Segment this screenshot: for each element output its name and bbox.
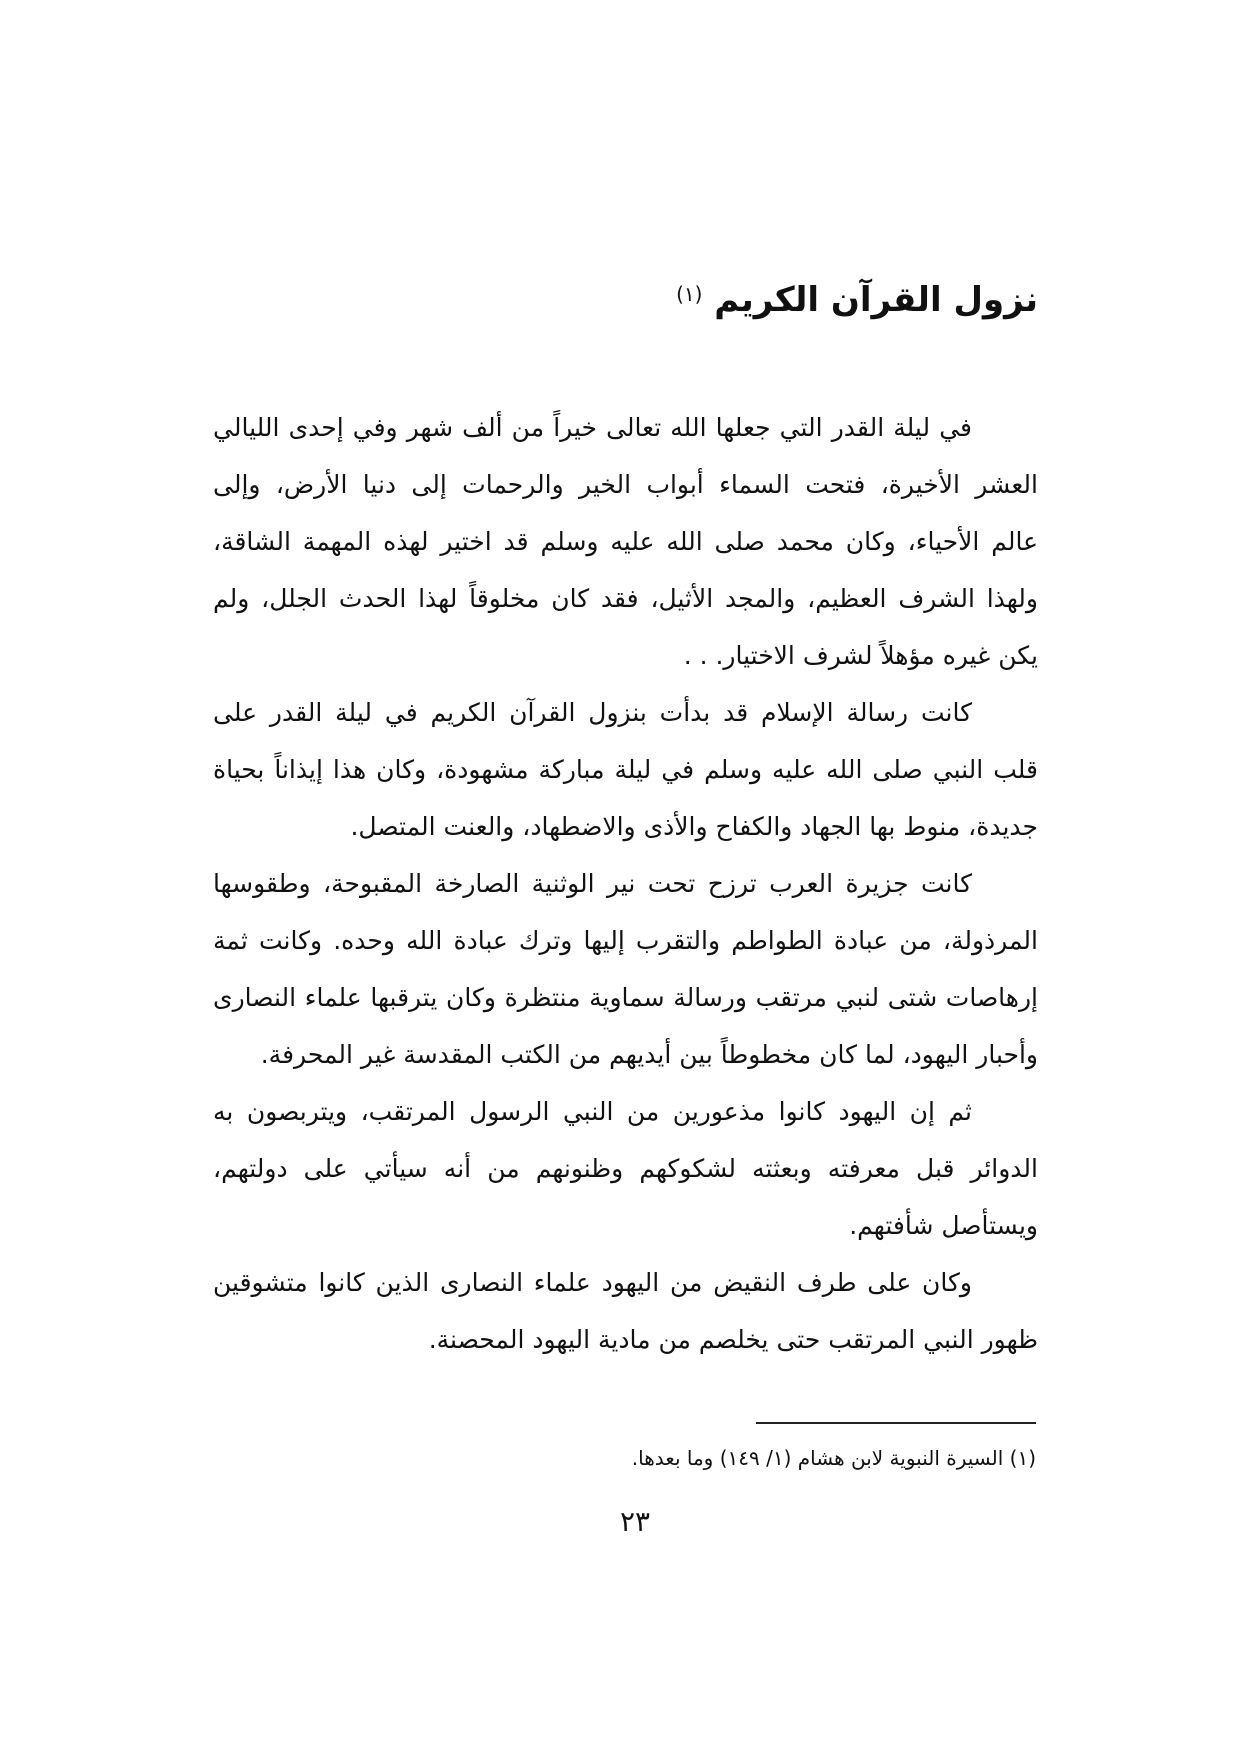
- paragraph: [213, 855, 1038, 1083]
- chapter-title: [676, 280, 1038, 320]
- text-line: العشر الأخيرة، فتحت السماء أبواب الخير والرحمات إلى دنيا الأرض، وإلى: [213, 470, 1038, 499]
- text-line: كانت رسالة الإسلام قد بدأت بنزول القرآن الكريم في ليلة القدر على: [213, 698, 972, 727]
- text-line: كانت جزيرة العرب ترزح تحت نير الوثنية الصارخة المقبوحة، وطقوسها: [213, 869, 972, 898]
- text-line: قلب النبي صلى الله عليه وسلم في ليلة مباركة مشهودة، وكان هذا إيذاناً بحياة: [213, 755, 1038, 784]
- text-line: المرذولة، من عبادة الطواطم والتقرب إليها وترك عبادة الله وحده. وكانت ثمة: [213, 926, 1038, 955]
- paragraph: [213, 1083, 1038, 1254]
- text-line: الدوائر قبل معرفته وبعثته لشكوكهم وظنونهم من أنه سيأتي على دولتهم،: [213, 1154, 1038, 1183]
- text-line: جديدة، منوط بها الجهاد والكفاح والأذى والاضطهاد، والعنت المتصل.: [350, 812, 1038, 841]
- paragraph: [213, 1254, 1038, 1368]
- text-line: في ليلة القدر التي جعلها الله تعالى خيراً من ألف شهر وفي إحدى الليالي: [213, 413, 972, 442]
- text-line: ويستأصل شأفتهم.: [849, 1211, 1038, 1240]
- text-line: ثم إن اليهود كانوا مذعورين من النبي الرسول المرتقب، ويتربصون به: [213, 1097, 972, 1126]
- chapter-title-text: نزول القرآن الكريم: [714, 280, 1038, 320]
- body-text: [213, 399, 1038, 1368]
- text-line: وكان على طرف النقيض من اليهود علماء النصارى الذين كانوا متشوقين: [213, 1268, 972, 1297]
- text-line: ظهور النبي المرتقب حتى يخلصم من مادية اليهود المحصنة.: [428, 1325, 1038, 1354]
- text-line: عالم الأحياء، وكان محمد صلى الله عليه وسلم قد اختير لهذه المهمة الشاقة،: [213, 527, 1038, 556]
- text-line: إرهاصات شتى لنبي مرتقب ورسالة سماوية منتظرة وكان يترقبها علماء النصارى: [213, 983, 1038, 1012]
- text-line: ولهذا الشرف العظيم، والمجد الأثيل، فقد كان مخلوقاً لهذا الحدث الجلل، ولم: [213, 584, 1038, 613]
- footnote: (١) السيرة النبوية لابن هشام (١/ ١٤٩) وما بعدها.: [631, 1446, 1036, 1470]
- paragraph: [213, 399, 1038, 684]
- page-number: ٢٣: [619, 1505, 651, 1538]
- footnote-divider: [756, 1422, 1036, 1424]
- text-line: يكن غيره مؤهلاً لشرف الاختيار. . .: [683, 641, 1038, 670]
- text-line: وأحبار اليهود، لما كان مخطوطاً بين أيديهم من الكتب المقدسة غير المحرفة.: [260, 1040, 1038, 1069]
- footnote-ref: (١): [676, 282, 703, 306]
- paragraph: [213, 684, 1038, 855]
